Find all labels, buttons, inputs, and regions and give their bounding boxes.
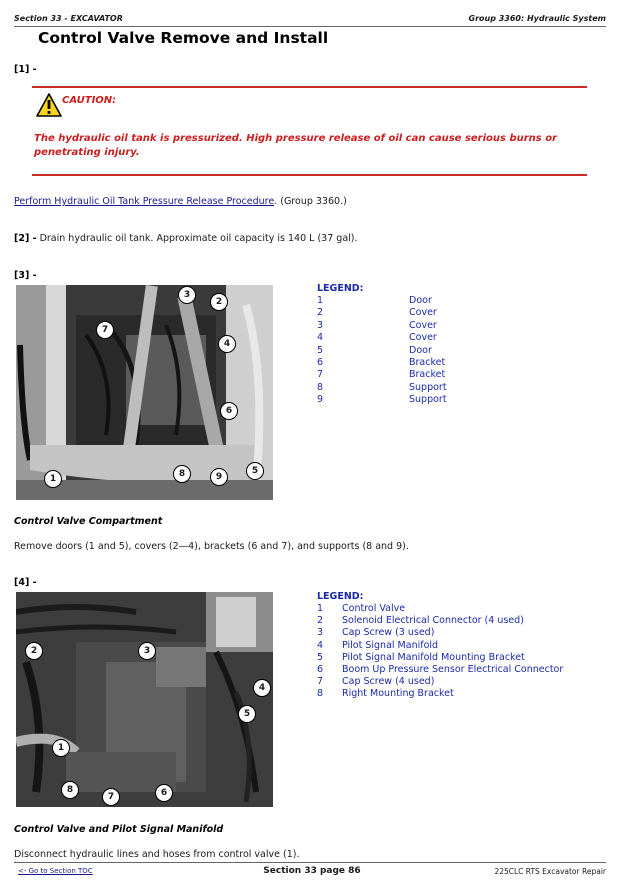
legend-number: 5	[317, 651, 324, 663]
legend-number: 1	[317, 603, 324, 614]
callout-9: 9	[210, 468, 228, 486]
callout-5: 5	[238, 705, 256, 723]
caution-top-rule	[32, 86, 587, 88]
caution-text: The hydraulic oil tank is pressurized. High pressure release of oil can cause serious burns or penetrating injury.	[34, 133, 558, 158]
legend-label: Cover	[409, 332, 437, 344]
legend-item	[317, 320, 457, 332]
section-toc-link[interactable]: <- Go to Section TOC	[18, 867, 93, 875]
callout-8: 8	[173, 465, 191, 483]
legend-label: Pilot Signal Manifold Mounting Bracket	[342, 651, 525, 663]
callout-2: 2	[210, 293, 228, 311]
legend-number: 8	[317, 381, 324, 393]
pressure-release-procedure-link[interactable]: Perform Hydraulic Oil Tank Pressure Release Procedure	[14, 196, 275, 207]
figure-2-caption: Control Valve and Pilot Signal Manifold	[14, 824, 224, 835]
legend-item	[317, 640, 607, 652]
warning-triangle-icon	[36, 93, 62, 117]
callout-1: 1	[52, 739, 70, 757]
callout-6: 6	[220, 402, 238, 420]
caution-label: CAUTION:	[62, 95, 117, 106]
step-1-label: [1] -	[14, 64, 37, 75]
control-valve-compartment-photo	[16, 285, 273, 500]
legend-label: Bracket	[409, 369, 446, 381]
step-2-label: [2] -	[14, 233, 37, 244]
legend-item	[317, 664, 607, 676]
legend-number: 3	[317, 627, 324, 639]
legend-item	[317, 615, 607, 627]
step-2-text: Drain hydraulic oil tank. Approximate oil capacity is 140 L (37 gal).	[39, 233, 358, 244]
legend-item	[317, 295, 457, 307]
legend-item	[317, 382, 457, 394]
callout-4: 4	[218, 335, 236, 353]
legend-label: Support	[409, 381, 447, 393]
legend-number: 1	[317, 295, 324, 306]
legend-label: Bracket	[409, 356, 446, 368]
legend-1-list	[317, 295, 457, 407]
legend-number: 6	[317, 663, 324, 675]
legend-item	[317, 676, 607, 688]
callout-7: 7	[102, 788, 120, 806]
legend-item	[317, 345, 457, 357]
legend-number: 3	[317, 319, 324, 331]
legend-item	[317, 652, 607, 664]
legend-label: Cap Screw (3 used)	[342, 627, 435, 639]
callout-3: 3	[178, 286, 196, 304]
legend-1-title: LEGEND:	[317, 283, 364, 294]
legend-number: 5	[317, 344, 324, 356]
legend-label: Cover	[409, 307, 437, 319]
header-divider	[14, 26, 606, 27]
legend-item	[317, 688, 607, 700]
page-number: Section 33 page 86	[263, 866, 361, 876]
step-4-label: [4] -	[14, 577, 37, 588]
legend-number: 8	[317, 688, 324, 700]
figure-2-instruction: Disconnect hydraulic lines and hoses from control valve (1).	[14, 849, 300, 860]
legend-item	[317, 332, 457, 344]
callout-5: 5	[246, 462, 264, 480]
legend-2-list	[317, 603, 607, 701]
legend-label: Cap Screw (4 used)	[342, 676, 435, 688]
legend-label: Door	[409, 344, 432, 356]
legend-item	[317, 627, 607, 639]
procedure-line	[14, 196, 347, 207]
legend-item	[317, 603, 607, 615]
legend-number: 2	[317, 307, 324, 319]
header-section: Section 33 - EXCAVATOR	[14, 14, 123, 23]
callout-6: 6	[155, 784, 173, 802]
legend-number: 4	[317, 332, 324, 344]
header-group: Group 3360: Hydraulic System	[468, 14, 606, 23]
photo-illustration-2	[16, 592, 273, 807]
figure-1-caption: Control Valve Compartment	[14, 516, 163, 527]
legend-item	[317, 394, 457, 406]
callout-2: 2	[25, 642, 43, 660]
legend-number: 2	[317, 615, 324, 627]
callout-8: 8	[61, 781, 79, 799]
legend-label: Cover	[409, 319, 437, 331]
legend-label: Support	[409, 394, 447, 406]
legend-label: Boom Up Pressure Sensor Electrical Connector	[342, 663, 564, 675]
procedure-suffix: . (Group 3360.)	[274, 196, 347, 207]
photo-illustration-1	[16, 285, 273, 500]
legend-item	[317, 357, 457, 369]
legend-item	[317, 307, 457, 319]
legend-item	[317, 369, 457, 381]
page-title: Control Valve Remove and Install	[38, 29, 329, 47]
legend-label: Control Valve	[342, 603, 406, 614]
legend-number: 9	[317, 394, 324, 406]
legend-number: 7	[317, 676, 324, 688]
callout-7: 7	[96, 321, 114, 339]
legend-label: Solenoid Electrical Connector (4 used)	[342, 615, 524, 627]
callout-4: 4	[253, 679, 271, 697]
callout-1: 1	[44, 470, 62, 488]
manual-title: 225CLC RTS Excavator Repair	[494, 867, 606, 876]
caution-bottom-rule	[32, 174, 587, 176]
legend-number: 4	[317, 639, 324, 651]
figure-1-instruction: Remove doors (1 and 5), covers (2—4), brackets (6 and 7), and supports (8 and 9).	[14, 541, 409, 552]
legend-2-title: LEGEND:	[317, 591, 364, 602]
legend-label: Door	[409, 295, 432, 306]
control-valve-manifold-photo	[16, 592, 273, 807]
step-3-label: [3] -	[14, 270, 37, 281]
step-2	[14, 233, 358, 244]
legend-number: 6	[317, 356, 324, 368]
legend-label: Pilot Signal Manifold	[342, 639, 439, 651]
footer-divider	[14, 862, 606, 863]
callout-3: 3	[138, 642, 156, 660]
legend-label: Right Mounting Bracket	[342, 688, 454, 700]
legend-number: 7	[317, 369, 324, 381]
